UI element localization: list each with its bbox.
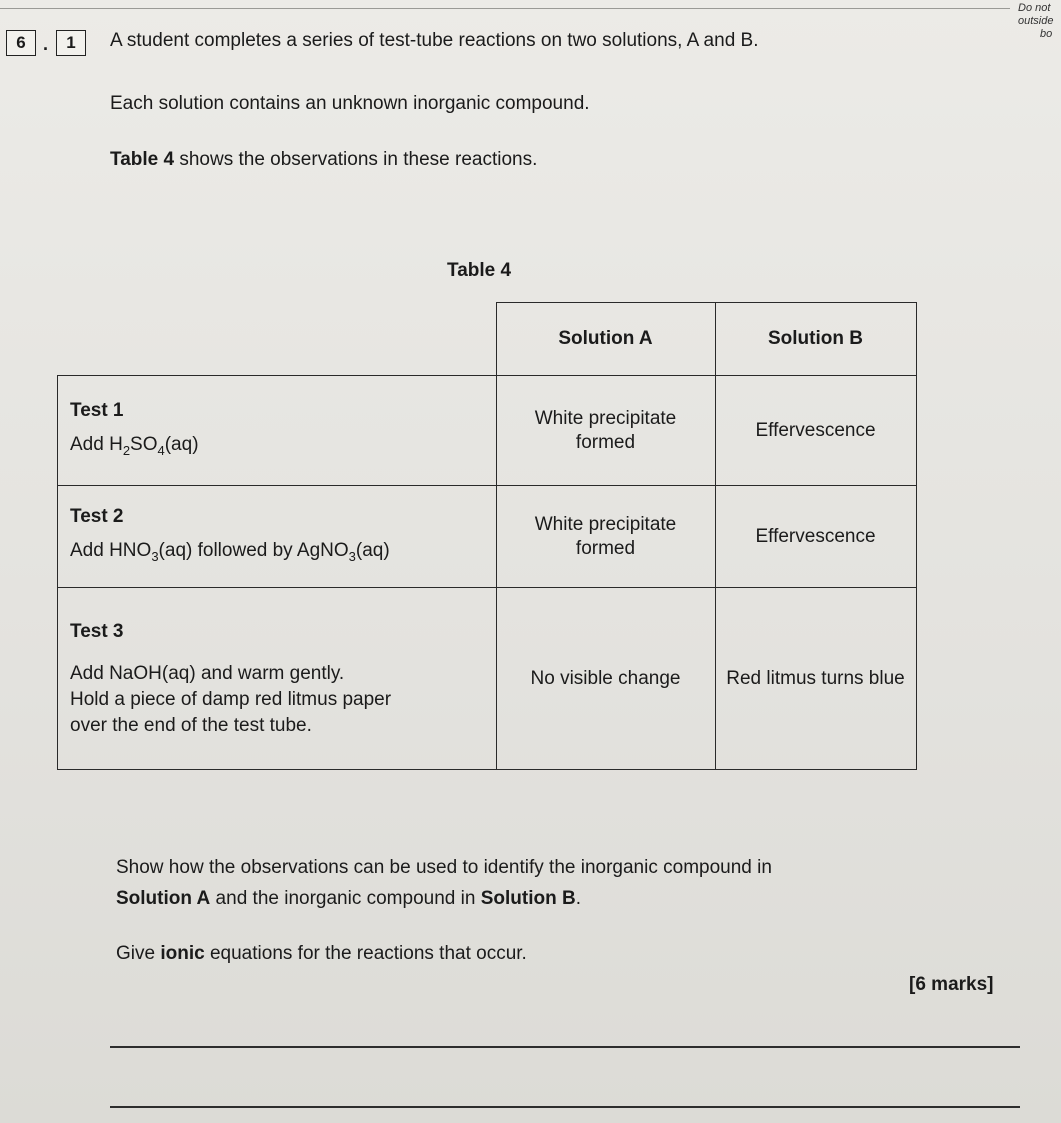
task-solution-a: Solution A — [116, 888, 211, 909]
answer-line[interactable] — [110, 1106, 1020, 1108]
test-1-cell — [58, 376, 497, 486]
test-2-solution-b: Effervescence — [715, 486, 916, 588]
question-separator: . — [43, 34, 49, 54]
test-3-method-line: Hold a piece of damp red litmus paper — [70, 688, 392, 710]
question-part-box: 1 — [56, 30, 86, 56]
table-row — [58, 376, 917, 486]
test-3-title: Test 3 — [70, 620, 124, 642]
test-1-title: Test 1 — [70, 399, 124, 421]
task-line-1: Show how the observations can be used to identify the inorganic compound in — [116, 857, 772, 878]
test-2-solution-a: White precipitate formed — [496, 486, 715, 588]
task-line-3-bold: ionic — [160, 943, 205, 964]
task-line-3 — [116, 943, 527, 965]
question-number-box: 6 — [6, 30, 36, 56]
task-line-2-end: . — [575, 888, 581, 909]
table-corner — [58, 303, 497, 376]
margin-note-line: bo — [1040, 28, 1053, 40]
test-1-method: Add $H_2SO_4(aq)$ — [70, 433, 199, 458]
test-2-title: Test 2 — [70, 505, 124, 527]
test-3-solution-b: Red litmus turns blue — [715, 588, 916, 770]
observations-table — [57, 302, 917, 770]
test-3-solution-a: No visible change — [496, 588, 715, 770]
margin-note — [1018, 2, 1053, 41]
table-row — [58, 588, 917, 770]
table-header-row — [58, 303, 917, 376]
task-line-2-text: and the inorganic compound in — [210, 888, 481, 909]
test-3-cell — [58, 588, 497, 770]
test-1-solution-a: White precipitate formed — [496, 376, 715, 486]
table-caption: Table 4 — [447, 260, 512, 281]
test-1-solution-b: Effervescence — [715, 376, 916, 486]
task-solution-b: Solution B — [480, 888, 576, 909]
marks-label: [6 marks] — [909, 974, 994, 995]
task-line-3-post: equations for the reactions that occur. — [204, 943, 527, 964]
task-line-3-pre: Give — [116, 943, 161, 964]
margin-note-line: Do not — [1018, 2, 1051, 14]
question-line-2: Each solution contains an unknown inorganic compound. — [110, 93, 590, 114]
test-3-method-line: over the end of the test tube. — [70, 714, 312, 736]
test-2-method: Add $HNO_3(aq)$ followed by AgNO$_3$(aq) — [70, 539, 390, 564]
test-3-method-line: Add NaOH(aq) and warm gently. — [70, 662, 345, 684]
test-2-cell — [58, 486, 497, 588]
header-solution-b: Solution B — [715, 303, 916, 376]
margin-note-line: outside — [1018, 15, 1054, 27]
task-line-2 — [116, 888, 581, 910]
table-reference-bold: Table 4 — [110, 149, 175, 170]
top-rule — [0, 8, 1010, 9]
table-reference-text: shows the observations in these reactions. — [174, 149, 538, 170]
table-row — [58, 486, 917, 588]
table-reference — [110, 149, 537, 171]
answer-line[interactable] — [110, 1046, 1020, 1048]
question-intro: A student completes a series of test-tube reactions on two solutions, A and B. — [110, 30, 759, 51]
header-solution-a: Solution A — [496, 303, 715, 376]
